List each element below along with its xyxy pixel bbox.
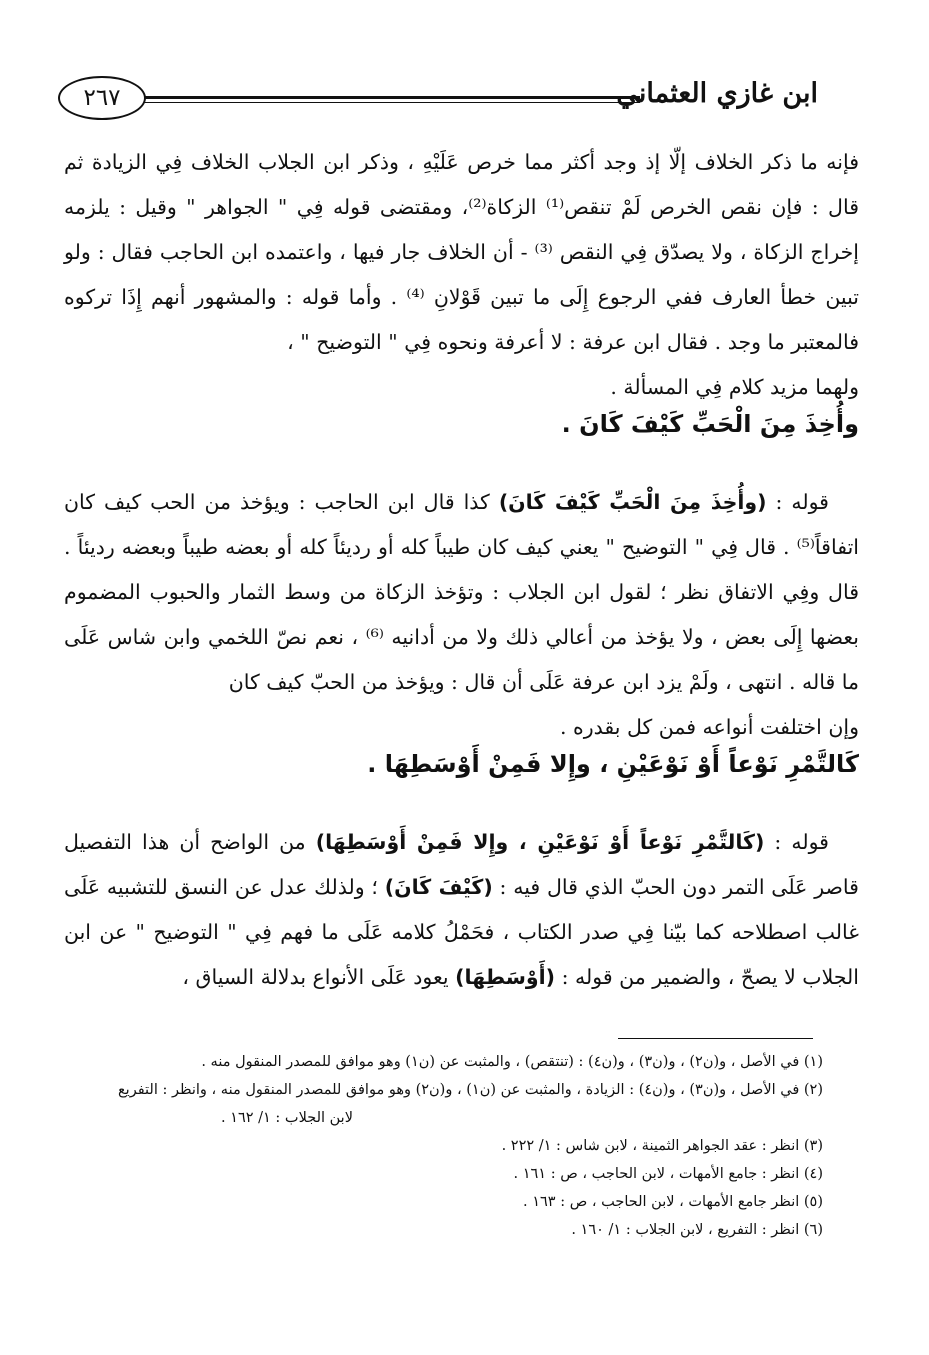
page-number: ٢٦٧ [58,76,146,120]
paragraph-2-last-line: وإن اختلفت أنواعه فمن كل بقدره . [559,715,859,739]
paragraph-1: فإنه ما ذكر الخلاف إلّا إذ وجد أكثر مما خرص عَلَيْهِ ، وذكر ابن الجلاب الخلاف فِي الزيادة ثم قال : فإن نقص الخرص لَمْ تنقص⁽¹⁾ الزكاة⁽²⁾، ومقتضى قوله فِي " الجواهر " وقيل : يلزمه إخراج الزكاة ، ولا يصدّق فِي النقص ⁽³⁾ - أن الخلاف جار فيها ، واعتمده ابن الحاجب فقال : ولو تبين خطأ العارف ففي الرجوع إِلَى ما تبين قَوْلانِ ⁽⁴⁾ . وأما قوله : والمشهور أنهم إِذَا تركوه فالمعتبر ما وجد . فقال ابن عرفة : لا أعرفة ونحوه فِي " التوضيح " ، [64,150,860,354]
running-head: ابن غازي العثماني [616,78,818,109]
footnote-6: (٦) انظر : التفريع ، لابن الجلاب : ١/ ١٦٠ . [571,1222,823,1238]
section-gap [64,784,859,820]
footnote-2-continued: لابن الجلاب : ١/ ١٦٢ . [220,1110,353,1126]
paragraph-2-lead: قوله : [775,490,829,514]
paragraph-3-text-1: من الواضح أن هذا التفصيل قاصر عَلَى التمر دون الحبّ الذي قال فيه : [64,830,859,899]
footnote-5: (٥) انظر جامع الأمهات ، لابن الحاجب ، ص : ١٦٣ . [523,1194,823,1210]
footnote-separator [618,1038,813,1039]
section-gap [64,444,859,480]
footnote-1: (١) في الأصل ، و(ن٢) ، و(ن٣) ، و(ن٤) : (تنتقص) ، والمثبت عن (ن١) وهو موافق للمصدر المنقول منه . [201,1054,823,1070]
header-rule [138,96,640,103]
matn-heading-2: كَالتَّمْرِ نَوْعاً أَوْ نَوْعَيْنِ ، وإِلا فَمِنْ أَوْسَطِهَا . [367,750,859,778]
paragraph-2-quote: (وأُخِذَ مِنَ الْحَبِّ كَيْفَ كَانَ) [498,490,767,514]
paragraph-3-quote-2: (كَيْفَ كَانَ) [384,875,493,899]
paragraph-2 [64,480,859,705]
main-text [64,140,859,1000]
page-header [58,72,818,128]
footnote-2: (٢) في الأصل ، و(ن٣) ، و(ن٤) : الزيادة ، والمثبت عن (ن١) ، و(ن٢) وهو موافق للمصدر المنقول منه ، وانظر : التفريع [117,1082,823,1098]
paragraph-3-lead: قوله : [774,830,829,854]
paragraph-3 [64,820,859,1000]
paragraph-1-last-line: ولهما مزيد كلام فِي المسألة . [610,375,859,399]
paragraph-2-text: كذا قال ابن الحاجب : ويؤخذ من الحب كيف كان اتفاقاً⁽⁵⁾ . قال فِي " التوضيح " يعني كيف كان طيباً كله أو رديئاً كله أو بعضه طيباً وبعضه رديئاً . قال وفِي الاتفاق نظر ؛ لقول ابن الجلاب : وتؤخذ الزكاة من وسط الثمار والحبوب المضموم بعضها إِلَى بعض ، ولا يؤخذ من أعالي ذلك ولا من أدانيه ⁽⁶⁾ ، نعم نصّ اللخمي وابن شاس عَلَى ما قاله . انتهى ، ولَمْ يزد ابن عرفة عَلَى أن قال : ويؤخذ من الحبّ كيف كان [64,490,859,694]
footnote-4: (٤) انظر : جامع الأمهات ، لابن الحاجب ، ص : ١٦١ . [513,1166,823,1182]
footnotes [93,1048,823,1244]
paragraph-3-text-2: ؛ ولذلك عدل عن النسق للتشبيه عَلَى غالب اصطلاحه كما بيّنا فِي صدر الكتاب ، فحَمْلُ كلامه عَلَى ما فهم فِي " التوضيح " عن ابن الجلاب لا يصحّ ، والضمير من قوله : [64,875,859,989]
paragraph-3-text-3: يعود عَلَى الأنواع بدلالة السياق ، [182,965,449,989]
matn-heading-1: وأُخِذَ مِنَ الْحَبِّ كَيْفَ كَانَ . [561,410,859,438]
paragraph-3-quote-3: (أَوْسَطِهَا) [455,965,556,989]
footnote-3: (٣) انظر : عقد الجواهر الثمينة ، لابن شاس : ١/ ٢٢٢ . [501,1138,823,1154]
paragraph-3-quote-1: (كَالتَّمْرِ نَوْعاً أَوْ نَوْعَيْنِ ، وإِلا فَمِنْ أَوْسَطِهَا) [315,830,765,854]
